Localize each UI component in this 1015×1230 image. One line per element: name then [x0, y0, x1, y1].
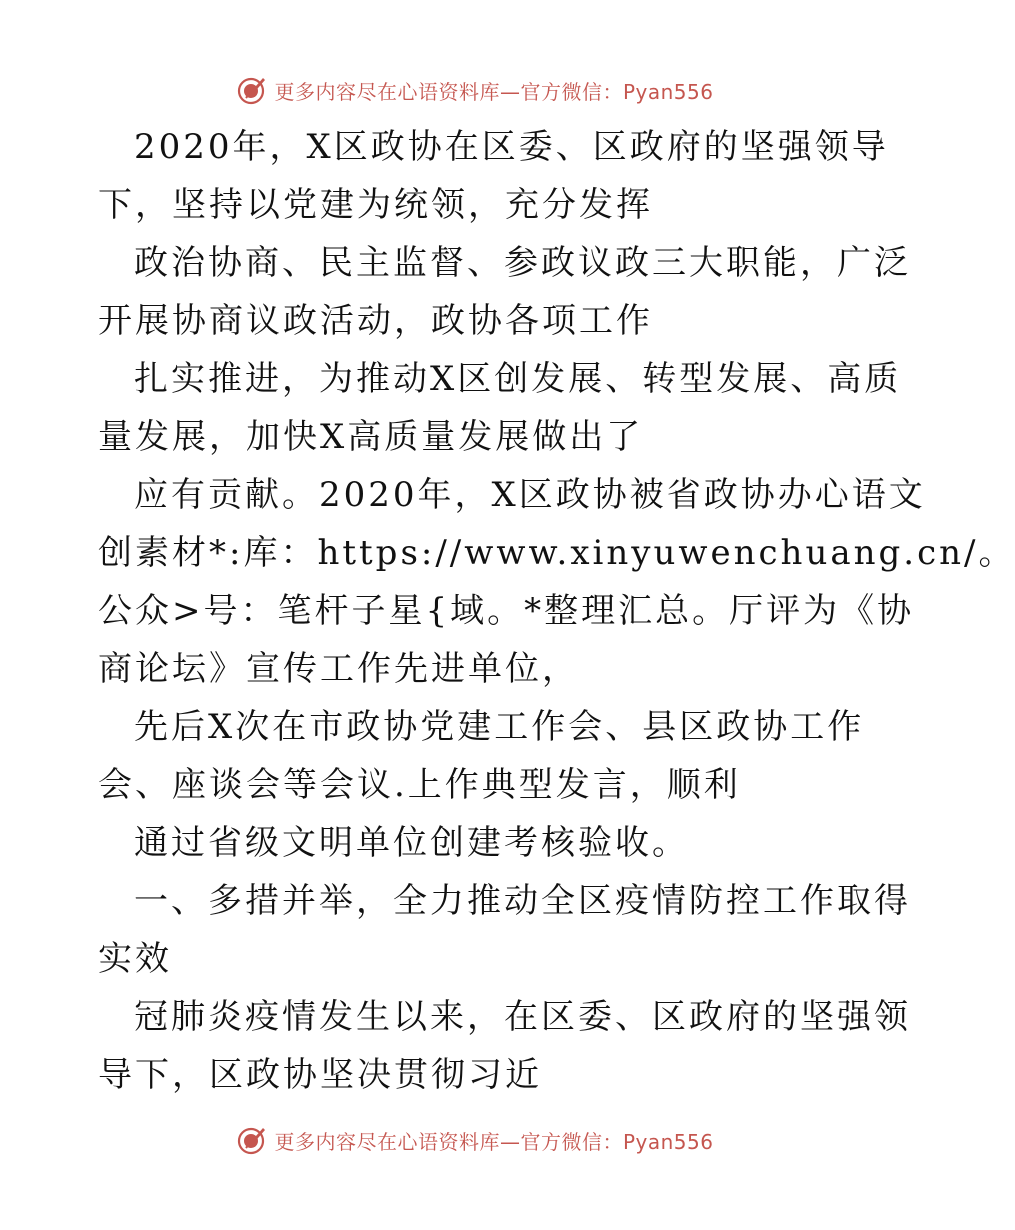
- text-line: 2020年，X区政协在区委、区政府的坚强领导: [134, 127, 889, 167]
- text-line: 通过省级文明单位创建考核验收。: [134, 823, 689, 863]
- paragraph: [98, 698, 865, 814]
- section-heading: [98, 872, 911, 988]
- text-line: 应有贡献。2020年，X区政协被省政协办心语文: [134, 475, 926, 515]
- document-body: [98, 118, 1015, 1104]
- paragraph: [98, 988, 911, 1104]
- footer-watermark-text: 更多内容尽在心语资料库—官方微信：Pyan556: [274, 1129, 714, 1154]
- quill-logo-icon: [236, 1124, 268, 1156]
- footer-watermark-banner: [0, 1120, 950, 1160]
- paragraph: [98, 814, 858, 872]
- paragraph: [98, 234, 911, 350]
- text-line: 下，坚持以党建为统领，充分发挥: [98, 185, 653, 225]
- text-line: 冠肺炎疫情发生以来，在区委、区政府的坚强领: [134, 997, 911, 1037]
- header-watermark-text: 更多内容尽在心语资料库—官方微信：Pyan556: [274, 79, 714, 104]
- text-line: 商论坛》宣传工作先进单位，: [98, 649, 579, 689]
- text-line: 一、多措并举，全力推动全区疫情防控工作取得: [134, 881, 911, 921]
- text-line: 导下，区政协坚决贯彻习近: [98, 1055, 542, 1095]
- paragraph: [98, 466, 1015, 698]
- text-line: 公众>号：笔杆子星{域。*整理汇总。厅评为《协: [98, 591, 915, 631]
- text-line: 创素材*:库：https://www.xinyuwenchuang.cn/。: [98, 533, 1015, 573]
- text-line: 扎实推进，为推动X区创发展、转型发展、高质: [134, 359, 902, 399]
- text-line: 开展协商议政活动，政协各项工作: [98, 301, 653, 341]
- text-line: 实效: [98, 939, 172, 979]
- paragraph: [98, 118, 889, 234]
- header-watermark-banner: [0, 70, 950, 110]
- text-line: 政治协商、民主监督、参政议政三大职能，广泛: [134, 243, 911, 283]
- text-line: 量发展，加快X高质量发展做出了: [98, 417, 644, 457]
- text-line: 会、座谈会等会议.上作典型发言，顺利: [98, 765, 741, 805]
- paragraph: [98, 350, 902, 466]
- quill-logo-icon: [236, 74, 268, 106]
- text-line: 先后X次在市政协党建工作会、县区政协工作: [134, 707, 865, 747]
